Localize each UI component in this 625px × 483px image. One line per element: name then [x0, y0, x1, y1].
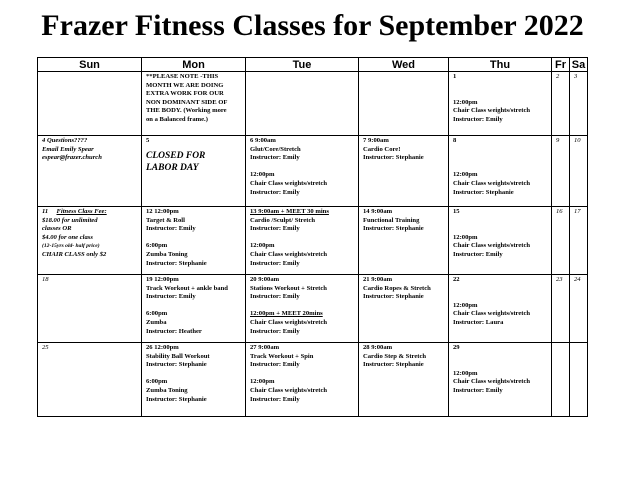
class-header: 13 9:00am + MEET 30 mins [250, 208, 329, 215]
class-instructor: Instructor: Emily [250, 225, 300, 233]
week-row-3 [38, 207, 588, 275]
day-cell-blank [359, 72, 449, 136]
day-cell-28 [359, 343, 449, 417]
class-name: Chair Class weights/stretch [453, 107, 531, 115]
class-time: 12:00pm [453, 301, 478, 309]
questions-heading: 4 Questions???? [42, 137, 88, 144]
class-header: 19 12:00pm [146, 276, 179, 283]
week-row-4 [38, 275, 588, 343]
day-cell-1 [449, 72, 552, 136]
class-instructor: Instructor: Stephanie [363, 361, 424, 369]
day-number: 17 [574, 208, 581, 215]
class-header: 7 9:00am [363, 137, 389, 144]
class-name: Cardio Step & Stretch [363, 352, 427, 360]
day-number: 15 [453, 208, 460, 215]
class-name: Chair Class weights/stretch [453, 242, 531, 250]
note-line: EXTRA WORK FOR OUR [146, 90, 224, 98]
day-header-thu: Thu [449, 58, 552, 72]
class-instructor: Instructor: Emily [250, 293, 300, 301]
closed-notice: LABOR DAY [146, 162, 199, 173]
class-time: 12:00pm [453, 171, 478, 179]
day-number: 10 [574, 137, 581, 144]
fee-line: $4.00 for one class [42, 233, 93, 241]
class-instructor: Instructor: Emily [250, 395, 300, 403]
class-name: Chair Class weights/stretch [453, 179, 531, 187]
day-number: 16 [556, 208, 563, 215]
class-time: 12:00pm [250, 378, 275, 386]
class-header: 6 9:00am [250, 137, 276, 144]
day-cell-5 [142, 136, 246, 207]
class-time: 6:00pm [146, 242, 168, 250]
day-cell-17 [570, 207, 588, 275]
day-header-tue: Tue [246, 58, 359, 72]
day-cell-20 [246, 275, 359, 343]
class-instructor: Instructor: Emily [250, 361, 300, 369]
day-cell-2 [552, 72, 570, 136]
class-header: 20 9:00am [250, 276, 280, 283]
class-name: Chair Class weights/stretch [453, 378, 531, 386]
class-time: 6:00pm [146, 378, 168, 386]
class-instructor: Instructor: Stephanie [146, 361, 207, 369]
fee-line: classes OR [42, 225, 72, 233]
day-number: 1 [453, 73, 457, 80]
class-instructor: Instructor: Emily [453, 386, 503, 394]
class-name: Zumba Toning [146, 386, 188, 394]
day-cell-13 [246, 207, 359, 275]
fee-heading: 11 Fitness Class Fee: [42, 208, 107, 215]
class-name: Glut/Core/Stretch [250, 145, 301, 153]
class-header: 26 12:00pm [146, 344, 179, 351]
class-instructor: Instructor: Emily [250, 154, 300, 162]
day-cell-11 [38, 207, 142, 275]
day-number: 3 [574, 73, 578, 80]
day-header-sat: Sa [570, 58, 588, 72]
class-instructor: Instructor: Stephanie [363, 154, 424, 162]
class-name: Chair Class weights/stretch [250, 318, 328, 326]
day-cell-14 [359, 207, 449, 275]
class-name: Cardio Ropes & Stretch [363, 284, 431, 292]
week-row-1 [38, 72, 588, 136]
day-number: 25 [42, 344, 49, 351]
class-instructor: Instructor: Emily [250, 188, 300, 196]
class-header: 27 9:00am [250, 344, 280, 351]
day-cell-8 [449, 136, 552, 207]
note-line: MONTH WE ARE DOING [146, 81, 224, 89]
class-time: 12:00pm [453, 98, 478, 106]
day-header-fri: Fr [552, 58, 570, 72]
day-cell-blank [552, 343, 570, 417]
class-time: 6:00pm [146, 310, 168, 318]
class-name: Functional Training [363, 216, 420, 224]
class-time: 12:00pm [250, 242, 275, 250]
day-header-mon: Mon [142, 58, 246, 72]
day-cell-24 [570, 275, 588, 343]
class-instructor: Instructor: Stephanie [146, 259, 207, 267]
class-instructor: Instructor: Emily [250, 327, 300, 335]
class-instructor: Instructor: Stephanie [453, 188, 514, 196]
day-cell-26 [142, 343, 246, 417]
fee-line: CHAIR CLASS only $2 [42, 250, 107, 258]
class-time: 12:00pm + MEET 20mins [250, 310, 323, 318]
calendar-header-row [38, 58, 588, 72]
day-number: 5 [146, 137, 150, 144]
class-header: 21 9:00am [363, 276, 393, 283]
day-header-sun: Sun [38, 58, 142, 72]
class-name: Chair Class weights/stretch [250, 386, 328, 394]
fee-line: $18.00 for unlimited [42, 216, 98, 224]
calendar-table [37, 57, 588, 417]
day-cell-22 [449, 275, 552, 343]
day-cell-6 [246, 136, 359, 207]
closed-notice: CLOSED FOR [146, 150, 206, 161]
day-number: 23 [556, 276, 563, 283]
day-number: 9 [556, 137, 560, 144]
day-cell-9 [552, 136, 570, 207]
class-header: 12 12:00pm [146, 208, 179, 215]
class-name: Zumba Toning [146, 250, 188, 258]
day-cell-3 [570, 72, 588, 136]
class-time: 12:00pm [250, 171, 275, 179]
class-name: Cardio Core! [363, 145, 401, 153]
fee-note: (12-15yrs old- half price) [42, 243, 100, 250]
day-number: 29 [453, 344, 460, 351]
day-cell-7 [359, 136, 449, 207]
day-cell-12 [142, 207, 246, 275]
class-time: 12:00pm [453, 369, 478, 377]
contact-line: Email Emily Spear [42, 145, 94, 153]
day-cell-25 [38, 343, 142, 417]
class-name: Target & Roll [146, 216, 185, 224]
day-cell-21 [359, 275, 449, 343]
class-instructor: Instructor: Emily [250, 259, 300, 267]
class-time: 12:00pm [453, 233, 478, 241]
day-cell-10 [570, 136, 588, 207]
class-instructor: Instructor: Laura [453, 318, 504, 326]
class-name: Stations Workout + Stretch [250, 284, 327, 292]
contact-email: espear@frazer.church [42, 154, 102, 162]
day-number: 2 [556, 73, 560, 80]
day-number: 18 [42, 276, 49, 283]
day-number: 24 [574, 276, 581, 283]
day-cell-4 [38, 136, 142, 207]
class-name: Chair Class weights/stretch [453, 310, 531, 318]
day-number: 8 [453, 137, 457, 144]
day-cell-23 [552, 275, 570, 343]
class-header: 14 9:00am [363, 208, 393, 215]
day-cell-16 [552, 207, 570, 275]
class-instructor: Instructor: Emily [453, 250, 503, 258]
class-name: Stability Ball Workout [146, 352, 210, 360]
week-row-2 [38, 136, 588, 207]
class-name: Chair Class weights/stretch [250, 179, 328, 187]
class-instructor: Instructor: Stephanie [146, 395, 207, 403]
class-name: Chair Class weights/stretch [250, 250, 328, 258]
class-name: Zumba [146, 318, 167, 326]
class-header: 28 9:00am [363, 344, 393, 351]
day-cell-19 [142, 275, 246, 343]
note-line: on a Balanced frame.) [146, 115, 208, 123]
day-cell-18 [38, 275, 142, 343]
week-row-5 [38, 343, 588, 417]
day-cell-27 [246, 343, 359, 417]
class-instructor: Instructor: Stephanie [363, 293, 424, 301]
day-cell-blank [38, 72, 142, 136]
note-line: NON DOMINANT SIDE OF [146, 98, 228, 106]
class-name: Cardio /Sculpt/ Stretch [250, 216, 316, 224]
class-instructor: Instructor: Heather [146, 327, 202, 335]
note-line: THE BODY. (Working more [146, 107, 227, 115]
day-header-wed: Wed [359, 58, 449, 72]
day-number: 22 [453, 276, 460, 283]
class-instructor: Instructor: Emily [453, 115, 503, 123]
note-text [146, 73, 242, 125]
day-cell-15 [449, 207, 552, 275]
day-cell-blank [246, 72, 359, 136]
page-title: Frazer Fitness Classes for September 2022 [41, 9, 584, 42]
day-cell-29 [449, 343, 552, 417]
day-cell-blank [570, 343, 588, 417]
note-line: **PLEASE NOTE -THIS [146, 73, 219, 80]
class-name: Track Workout + Spin [250, 352, 314, 360]
class-instructor: Instructor: Stephanie [363, 225, 424, 233]
class-instructor: Instructor: Emily [146, 293, 196, 301]
class-name: Track Workout + ankle band [146, 284, 228, 292]
class-instructor: Instructor: Emily [146, 225, 196, 233]
day-cell-note [142, 72, 246, 136]
